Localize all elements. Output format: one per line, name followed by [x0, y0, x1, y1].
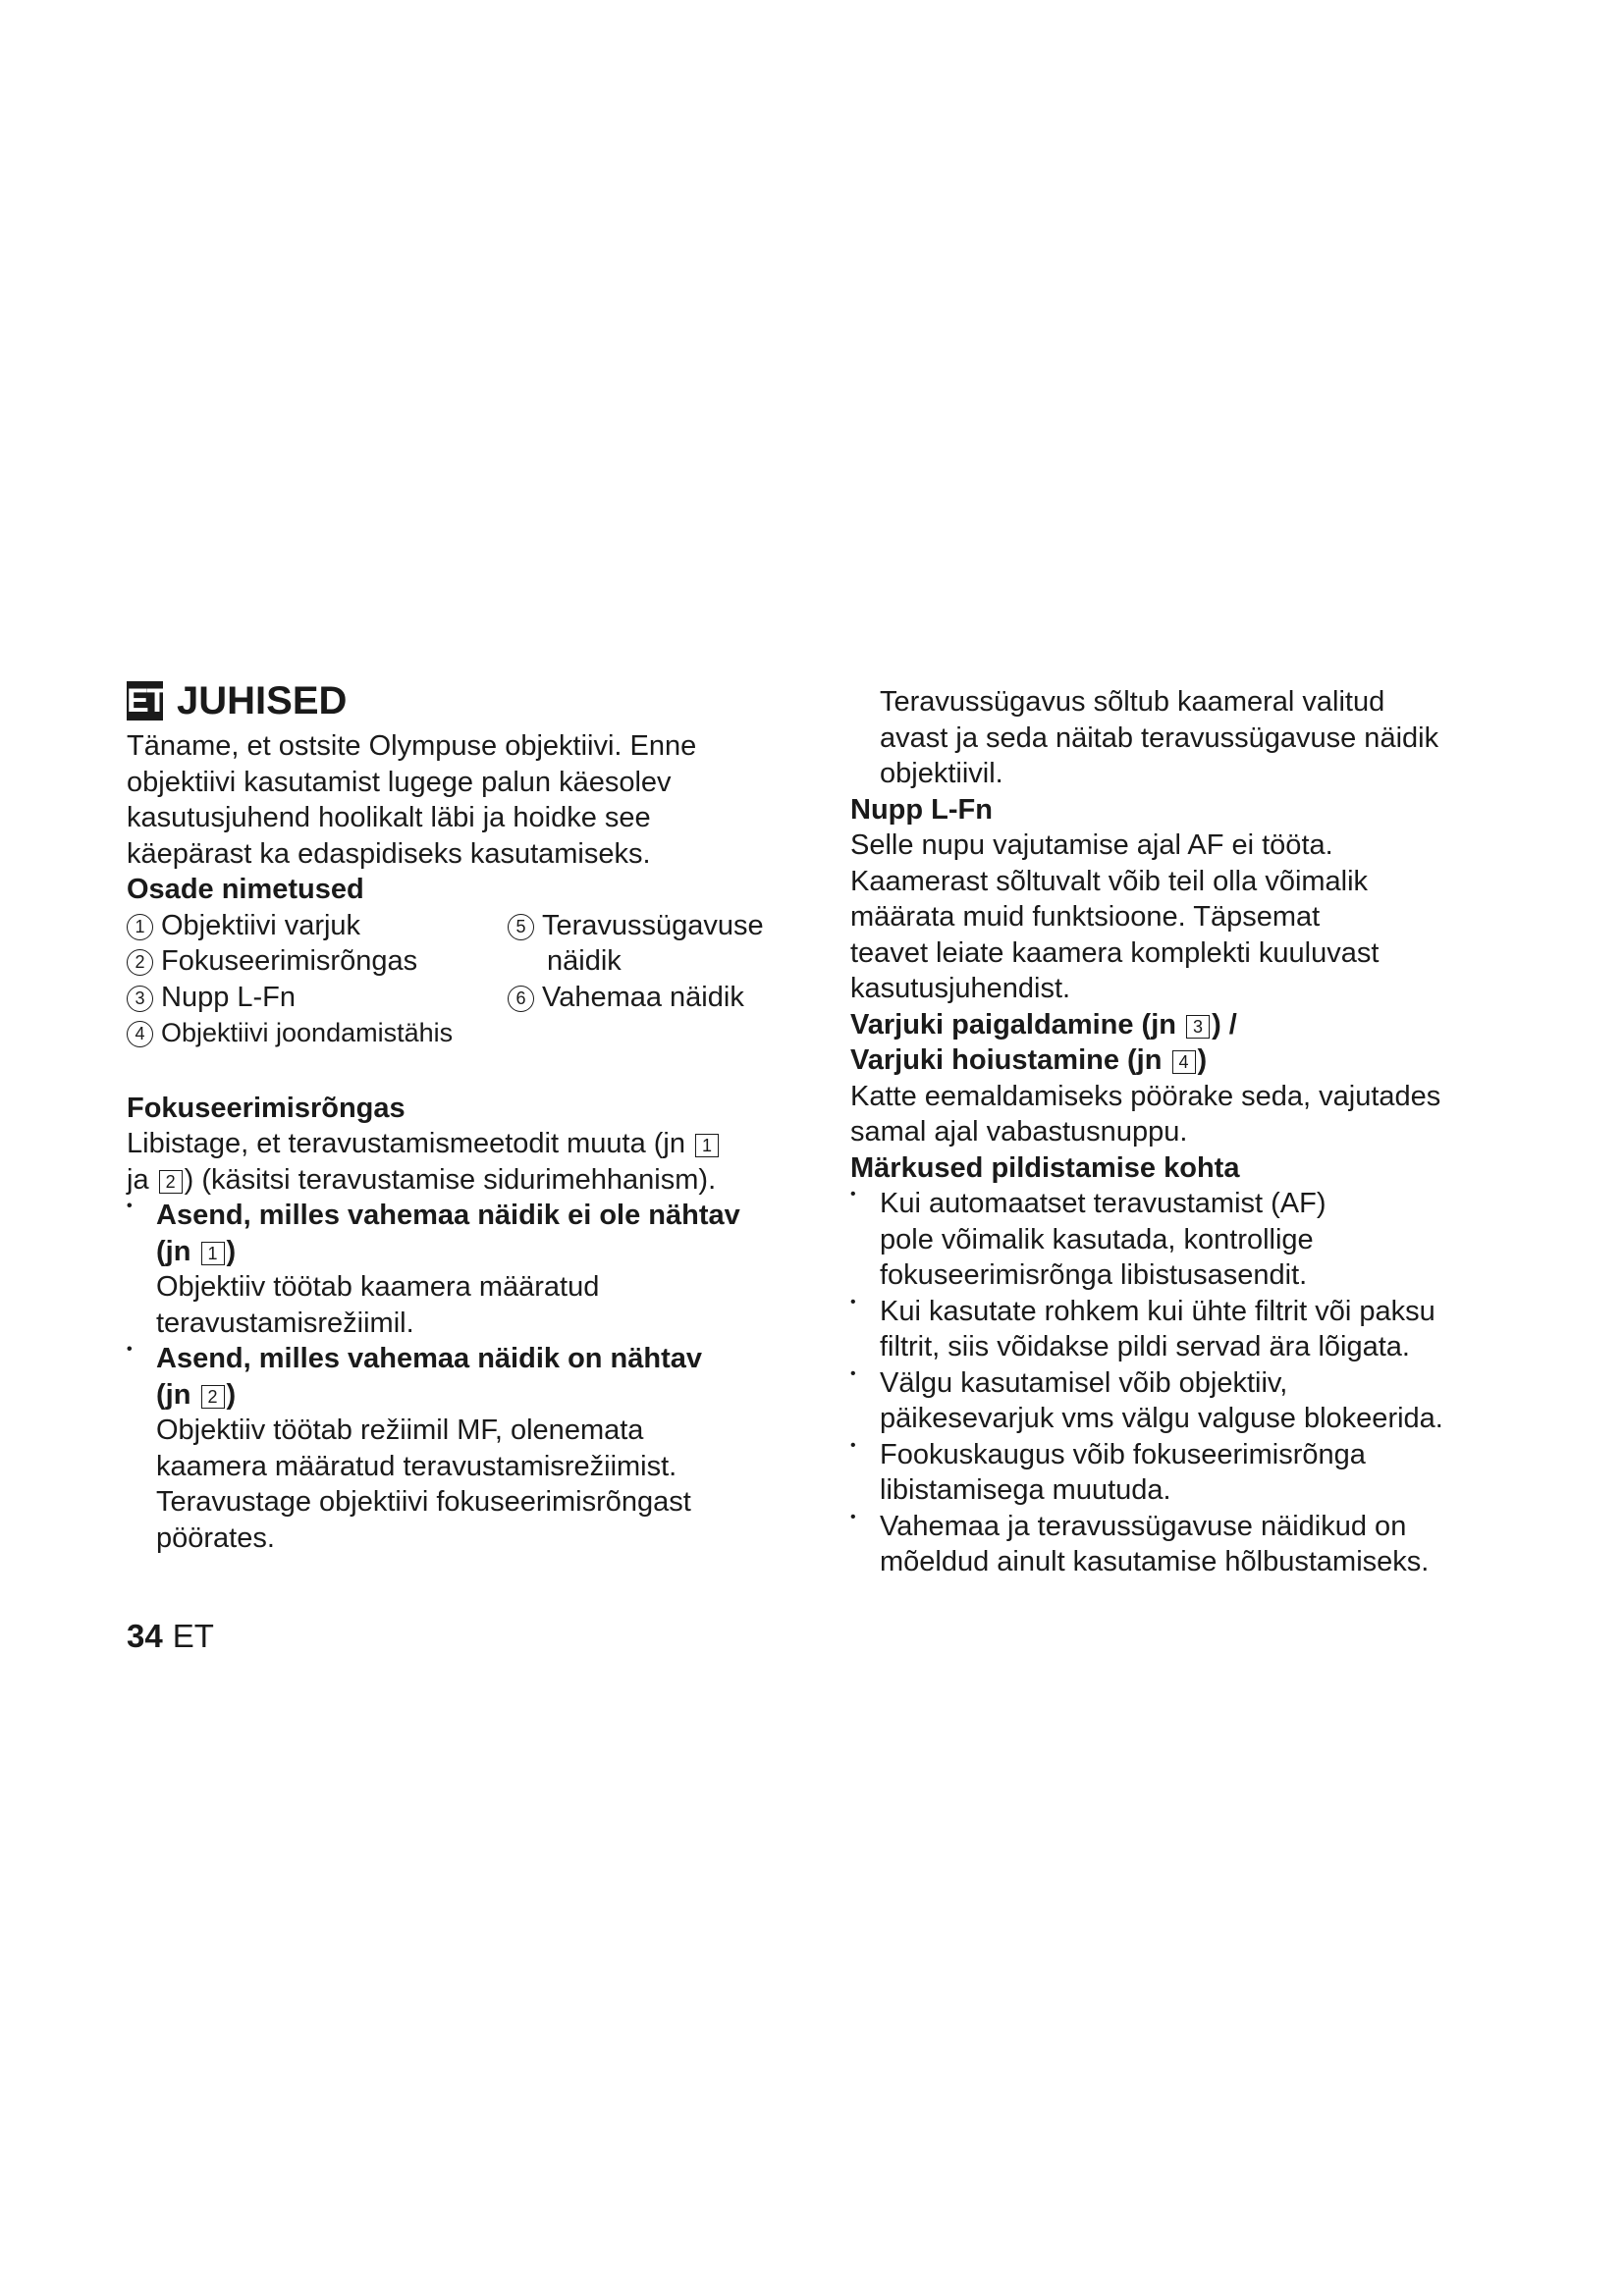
text-span: Varjuki hoiustamine (jn	[850, 1044, 1163, 1076]
part-label: Objektiivi joondamistähis	[161, 1018, 454, 1047]
part-label: Teravussügavuse	[542, 909, 764, 941]
bullet-dot: •	[850, 1508, 856, 1525]
text-span: (jn	[156, 1378, 191, 1411]
bullet-dot: •	[850, 1293, 856, 1310]
bullet-dot: •	[127, 1341, 133, 1358]
number-circle: 1	[127, 914, 153, 940]
part-label-continued: näidik	[547, 945, 622, 977]
hood-heading	[850, 1007, 1508, 1043]
part-label: Objektiivi varjuk	[161, 909, 361, 941]
bullet-body	[127, 1269, 814, 1341]
list-item	[850, 1294, 1508, 1365]
part-item	[127, 980, 296, 1016]
number-circle: 2	[127, 949, 153, 976]
intro-line: objektiivi kasutamist lugege palun käesolev	[127, 766, 672, 798]
figure-ref-box: 3	[1186, 1015, 1210, 1039]
section-header	[127, 675, 814, 726]
text-line: pole võimalik kasutada, kontrollige	[880, 1223, 1314, 1255]
parts-list	[127, 908, 814, 1091]
part-item	[508, 908, 764, 944]
footer-language: ET	[172, 1618, 214, 1654]
focus-ring-text	[127, 1162, 814, 1199]
text-line: Katte eemaldamiseks pöörake seda, vajutades	[850, 1080, 1441, 1112]
hood-heading	[850, 1042, 1508, 1079]
text-line: Vahemaa ja teravussügavuse näidikud on	[880, 1510, 1407, 1542]
bullet-dot: •	[127, 1198, 133, 1214]
text-span: Libistage, et teravustamismeetodit muuta (jn	[127, 1128, 685, 1159]
number-circle: 4	[127, 1021, 153, 1047]
bullet-dot: •	[850, 1364, 856, 1382]
bullet-dot: •	[850, 1186, 856, 1202]
text-line: Fookuskaugus võib fokuseerimisrõnga	[880, 1438, 1366, 1470]
bullet-item	[127, 1341, 814, 1413]
text-line: päikesevarjuk vms välgu valguse blokeerida.	[880, 1403, 1443, 1434]
part-item	[127, 908, 360, 944]
number-circle: 6	[508, 986, 534, 1012]
text-line: määrata muid funktsioone. Täpsemat	[850, 901, 1321, 933]
text-span: (jn	[156, 1235, 191, 1267]
bullet-title: Asend, milles vahemaa näidik ei ole nähtav	[156, 1200, 740, 1231]
figure-ref-box: 1	[695, 1134, 719, 1157]
list-item	[850, 1365, 1508, 1437]
number-circle: 3	[127, 986, 153, 1012]
notes-heading: Märkused pildistamise kohta	[850, 1151, 1240, 1184]
text-line: filtrit, siis võidakse pildi servad ära lõigata.	[880, 1331, 1410, 1362]
part-item	[127, 943, 417, 980]
page-footer	[127, 1617, 214, 1656]
part-label: Nupp L-Fn	[161, 981, 297, 1013]
text-line: libistamisega muutuda.	[880, 1474, 1171, 1506]
text-line: kasutusjuhendist.	[850, 973, 1071, 1004]
focus-ring-heading: Fokuseerimisrõngas	[127, 1092, 406, 1124]
intro-line: kasutusjuhend hoolikalt läbi ja hoidke see	[127, 802, 651, 833]
figure-ref-box: 4	[1172, 1050, 1196, 1074]
text-span: ja	[127, 1163, 149, 1196]
left-column	[127, 675, 814, 1556]
text-line: Selle nupu vajutamise ajal AF ei tööta.	[850, 829, 1333, 861]
bullet-text: kaamera määratud teravustamisrežiimist.	[156, 1450, 677, 1482]
bullet-text: Teravustage objektiivi fokuseerimisrõngast	[156, 1486, 691, 1518]
text-span: ) (käsitsi teravustamise sidurimehhanism).	[184, 1163, 717, 1196]
list-item	[850, 1186, 1508, 1294]
text-span: ) /	[1212, 1008, 1237, 1041]
figure-ref-box: 2	[159, 1170, 183, 1194]
part-label: Fokuseerimisrõngas	[161, 945, 418, 977]
text-line: fokuseerimisrõnga libistusasendit.	[880, 1259, 1308, 1291]
number-circle: 5	[508, 914, 534, 940]
text-line: Kaamerast sõltuvalt võib teil olla võimalik	[850, 865, 1369, 897]
bullet-text: Objektiiv töötab kaamera määratud	[156, 1271, 600, 1303]
text-span: )	[226, 1378, 237, 1411]
text-line: teavet leiate kaamera komplekti kuuluvast	[850, 936, 1380, 969]
text-span: Varjuki paigaldamine (jn	[850, 1008, 1176, 1041]
page-number: 34	[127, 1618, 163, 1654]
text-line: avast ja seda näitab teravussügavuse näidik	[880, 721, 1439, 754]
intro-line: käepärast ka edaspidiseks kasutamiseks.	[127, 837, 651, 870]
bullet-title: Asend, milles vahemaa näidik on nähtav	[156, 1343, 703, 1374]
part-label: Vahemaa näidik	[542, 981, 744, 1013]
intro-line: Täname, et ostsite Olympuse objektiivi. Enne	[127, 730, 697, 762]
intro-paragraph	[127, 728, 814, 872]
list-item	[850, 1437, 1508, 1509]
part-item	[127, 1015, 453, 1051]
bullet-text: pöörates.	[156, 1522, 275, 1554]
parts-heading: Osade nimetused	[127, 874, 364, 905]
text-line: Kui automaatset teravustamist (AF)	[880, 1188, 1326, 1219]
focus-ring-text	[127, 1126, 814, 1162]
continued-text	[850, 684, 1508, 792]
text-line: Kui kasutate rohkem kui ühte filtrit või paksu	[880, 1295, 1435, 1327]
lfn-heading: Nupp L-Fn	[850, 793, 993, 826]
text-line: objektiivil.	[880, 758, 1003, 789]
right-column	[850, 684, 1508, 1580]
figure-ref-box: 2	[201, 1385, 225, 1409]
lfn-text	[850, 828, 1508, 1007]
part-item	[508, 980, 744, 1016]
text-line: samal ajal vabastusnuppu.	[850, 1116, 1188, 1148]
language-badge: ET	[127, 682, 166, 720]
text-line: Teravussügavus sõltub kaameral valitud	[880, 686, 1385, 718]
notes-list	[850, 1186, 1508, 1580]
bullet-title	[156, 1234, 814, 1270]
bullet-item	[127, 1198, 814, 1269]
bullet-text: teravustamisrežiimil.	[156, 1307, 414, 1339]
figure-ref-box: 1	[201, 1242, 225, 1265]
text-line: mõeldud ainult kasutamise hõlbustamiseks.	[880, 1546, 1430, 1577]
text-span: )	[226, 1235, 237, 1267]
bullet-title	[156, 1377, 814, 1414]
text-line: Välgu kasutamisel võib objektiiv,	[880, 1366, 1288, 1399]
bullet-text: Objektiiv töötab režiimil MF, olenemata	[156, 1415, 644, 1446]
bullet-body	[127, 1413, 814, 1556]
bullet-dot: •	[850, 1436, 856, 1454]
hood-text	[850, 1079, 1508, 1150]
text-span: )	[1197, 1044, 1208, 1076]
list-item	[850, 1509, 1508, 1580]
page-title: JUHISED	[177, 679, 348, 722]
